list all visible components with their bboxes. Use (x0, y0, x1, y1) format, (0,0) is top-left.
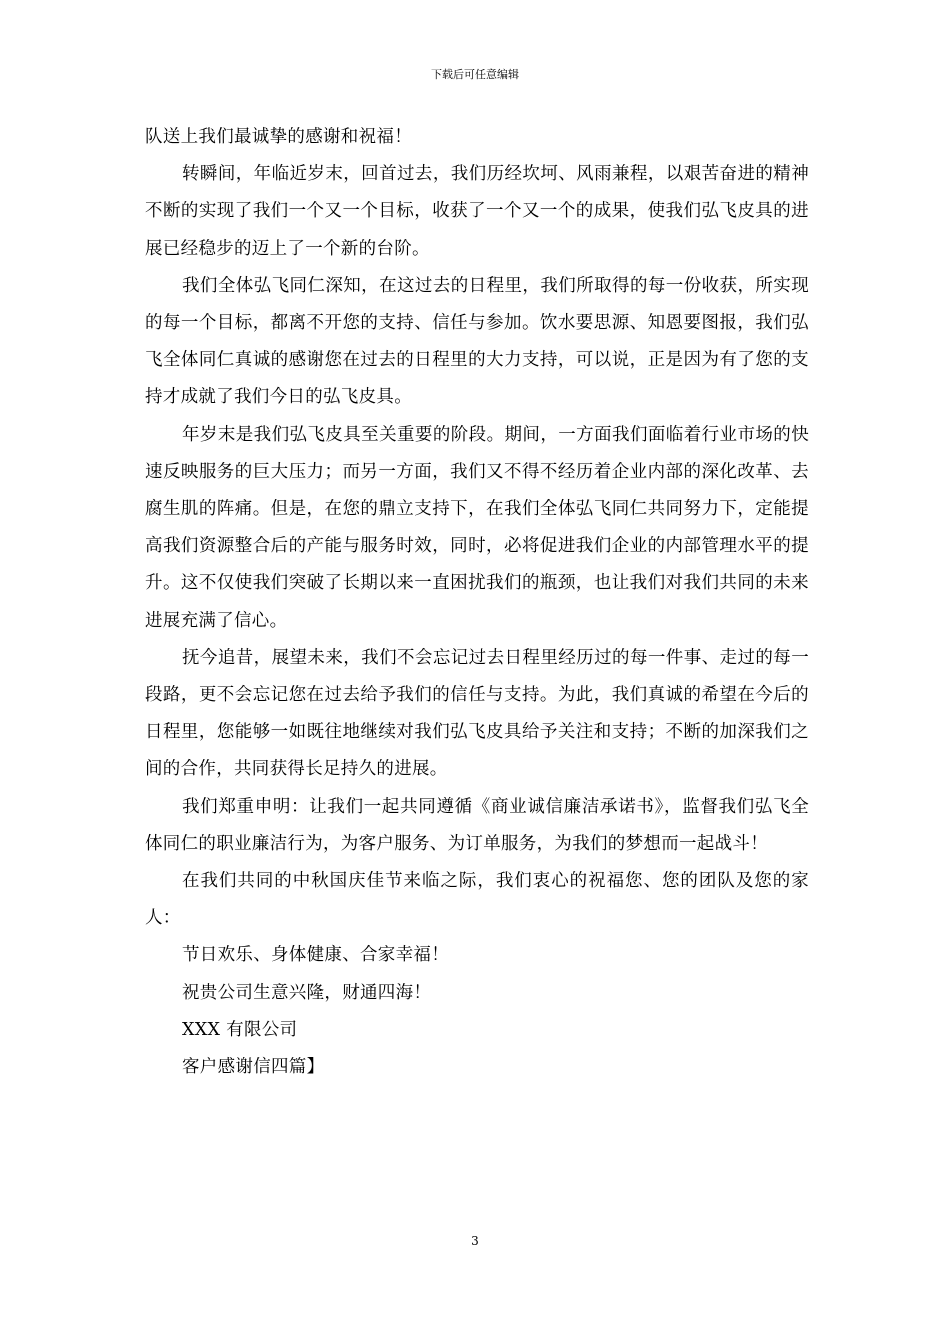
paragraph-thanks-support: 我们全体弘飞同仁深知，在这过去的日程里，我们所取得的每一份收获，所实现的每一个目标，都离不开您的支持、信任与参加。饮水要思源、知恩要图报，我们弘飞全体同仁真诚的感谢您在过去的日程里的大力支持，可以说，正是因为有了您的支持才成就了我们今日的弘飞皮具。 (145, 275, 809, 408)
page-header-note: 下载后可任意编辑 (431, 68, 519, 81)
closing-wish-business: 祝贵公司生意兴隆，财通四海！ (182, 982, 432, 1003)
letter-body (145, 119, 809, 1086)
paragraph-integrity-statement: 我们郑重申明：让我们一起共同遵循《商业诚信廉洁承诺书》，监督我们弘飞全体同仁的职业廉洁行为，为客户服务、为订单服务，为我们的梦想而一起战斗！ (145, 796, 809, 854)
paragraph-holiday-wishes: 在我们共同的中秋国庆佳节来临之际，我们衷心的祝福您、您的团队及您的家人： (145, 871, 809, 929)
page-number: 3 (471, 1234, 479, 1248)
paragraph-looking-forward: 抚今追昔，展望未来，我们不会忘记过去日程里经历过的每一件事、走过的每一段路，更不会忘记您在过去给予我们的信任与支持。为此，我们真诚的希望在今后的日程里，您能够一如既往地继续对我们弘飞皮具给予关注和支持；不断的加深我们之间的合作，共同获得长足持久的进展。 (145, 647, 809, 780)
paragraph-continuation: 队送上我们最诚挚的感谢和祝福！ (145, 127, 412, 147)
paragraph-year-end-stage: 年岁末是我们弘飞皮具至关重要的阶段。期间，一方面我们面临着行业市场的快速反映服务的巨大压力；而另一方面，我们又不得不经历着企业内部的深化改革、去腐生肌的阵痛。但是，在您的鼎立支持下，在我们全体弘飞同仁共同努力下，定能提高我们资源整合后的产能与服务时效，同时，必将促进我们企业的内部管理水平的提升。这不仅使我们突破了长期以来一直困扰我们的瓶颈，也让我们对我们共同的未来进展充满了信心。 (145, 424, 809, 631)
closing-section-title: 客户感谢信四篇】 (182, 1057, 325, 1078)
closing-company-name: XXX 有限公司 (182, 1019, 298, 1040)
paragraph-year-review: 转瞬间，年临近岁末，回首过去，我们历经坎坷、风雨兼程，以艰苦奋进的精神不断的实现了我们一个又一个目标，收获了一个又一个的成果，使我们弘飞皮具的进展已经稳步的迈上了一个新的台阶。 (145, 164, 809, 259)
closing-wish-health: 节日欢乐、身体健康、合家幸福！ (182, 945, 449, 966)
